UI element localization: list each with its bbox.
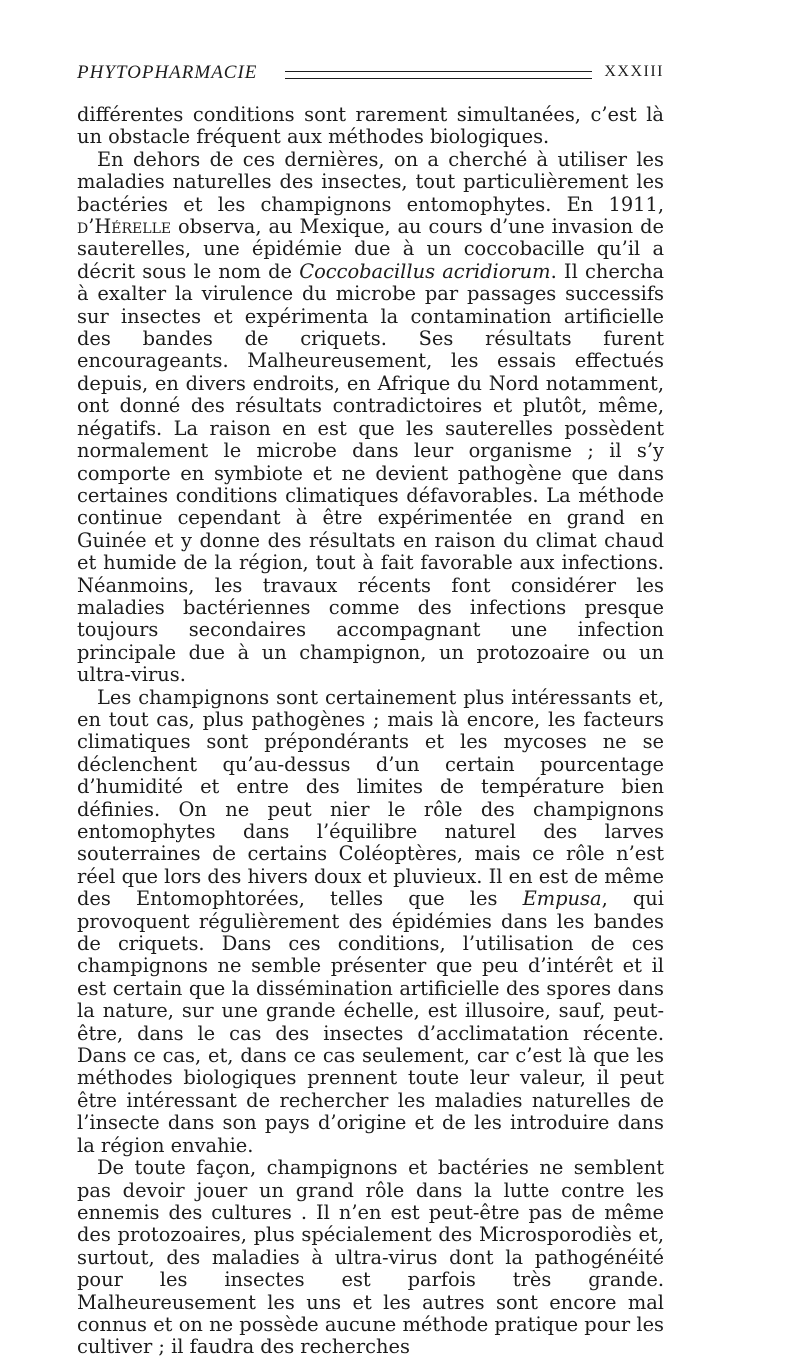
author-name: d’Hérelle bbox=[77, 215, 172, 239]
running-title: PHYTOPHARMACIE bbox=[77, 62, 258, 83]
species-name: Coccobacillus acridiorum bbox=[299, 259, 551, 283]
paragraph-3-part-b: , qui provoquent régulièrement des épidémies dans les bandes de criquets. Dans ces conditions, l’utilisation de ces champignons ne semble présenter que peu d’intérêt et il est certain que la dissémination artificielle des spores dans la nature, sur une grande échelle, est illusoire, sauf, peut-être, dans le cas des insectes d’acclimatation récente. Dans ce cas, et, dans ce cas seulement, car c’est là que les méthodes biologiques prennent toute leur valeur, il peut être intéressant de rechercher les maladies naturelles de l’insecte dans son pays d’origine et de les introduire dans la région envahie. bbox=[77, 887, 664, 1157]
paragraph-2-part-a: En dehors de ces dernières, on a cherché à utiliser les maladies naturelles des insectes, tout particulièrement les bactéries et les champignons entomophytes. En 1911, bbox=[77, 147, 664, 216]
paragraph-3-part-a: Les champignons sont certainement plus intéressants et, en tout cas, plus pathogènes ; mais là encore, les facteurs climatiques sont prépondérants et les mycoses ne se déclenchent qu’au-dessus d’un certain pourcentage d’humidité et entre des limites de température bien définies. On ne peut nier le rôle des champignons entomophytes dans l’équilibre naturel des larves souterraines de certains Coléoptères, mais ce rôle n’est réel que lors des hivers doux et pluvieux. Il en est de même des Entomophtorées, telles que les bbox=[77, 685, 664, 911]
page-number: XXXIII bbox=[604, 63, 664, 80]
paragraph-1: différentes conditions sont rarement simultanées, c’est là un obstacle fréquent aux méthodes biologiques. bbox=[77, 103, 664, 149]
paragraph-3 bbox=[77, 687, 664, 1158]
paragraph-4: De toute façon, champignons et bactéries ne semblent pas devoir jouer un grand rôle dans la lutte contre les ennemis des cultures . Il n’en est peut-être pas de même des protozoaires, plus spécialement des Microsporodiès et, surtout, des maladies à ultra-virus dont la pathogénéité pour les insectes est parfois très grande. Malheureusement les uns et les autres sont encore mal connus et on ne possède aucune méthode pratique pour les cultiver ; il faudra des recherches bbox=[77, 1156, 664, 1359]
paragraph-2-part-b: observa, au Mexique, au cours d’une invasion de sauterelles, une épidémie due à un coccobacille qu’il a décrit sous le nom de bbox=[77, 215, 664, 283]
paragraph-2 bbox=[77, 149, 664, 687]
genus-name: Empusa bbox=[522, 887, 602, 911]
page-header bbox=[77, 62, 664, 90]
main-text bbox=[77, 104, 664, 1359]
paragraph-2-part-c: . Il chercha à exalter la virulence du microbe par passages successifs sur insectes et expérimenta la contamination artificielle des bandes de criquets. Ses résultats furent encourageants. Malheureusement, les essais effectués depuis, en divers endroits, en Afrique du Nord notamment, ont donné des résultats contradictoires et plutôt, même, négatifs. La raison en est que les sauterelles possèdent normalement le microbe dans leur organisme ; il s’y comporte en symbiote et ne devient pathogène que dans certaines conditions climatiques défavorables. La méthode continue cependant à être expérimentée en grand en Guinée et y donne des résultats en raison du climat chaud et humide de la région, tout à fait favorable aux infections. Néanmoins, les travaux récents font considérer les maladies bactériennes comme des infections presque toujours secondaires accompagnant une infection principale due à un champignon, un protozoaire ou un ultra-virus. bbox=[77, 259, 665, 687]
header-rule bbox=[285, 71, 592, 79]
